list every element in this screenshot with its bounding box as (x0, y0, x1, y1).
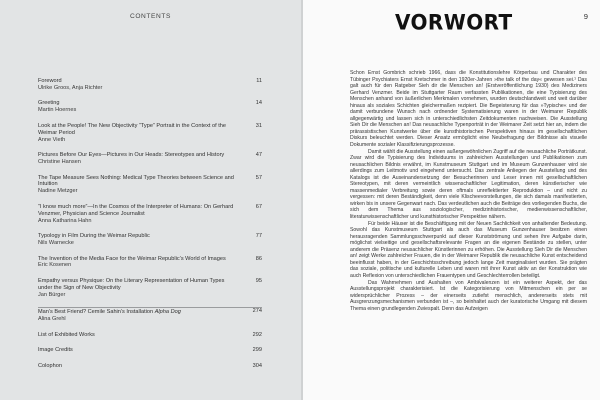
toc-entry (38, 278, 262, 299)
toc-entry (38, 233, 262, 247)
toc-entry (38, 307, 262, 323)
toc-entry (38, 100, 262, 114)
toc-entry-title: “I know much more”—In the Cosmos of the Interpreter of Humans: On Gerhard Venzmer, Physician and Science Journalist (38, 203, 234, 217)
toc-entry (38, 78, 262, 92)
toc-entry-page: 14 (255, 100, 262, 107)
toc-entry-page: 31 (255, 122, 262, 129)
toc-entry-title: Typology in Film During the Weimar Republic (38, 233, 150, 240)
page-number: 9 (583, 12, 588, 21)
toc-entry-title: Empathy versus Physique: On the Literary Representation of Human Types under the Sign of New Objectivity (38, 277, 225, 291)
toc-entry (38, 347, 262, 354)
toc-entry-page: 47 (255, 152, 262, 159)
toc-entry-title: Greeting (38, 100, 60, 107)
toc-entry (38, 152, 262, 166)
toc-entry-author: Anna Katharina Hahn (38, 217, 92, 224)
toc-entry-page: 304 (252, 362, 262, 369)
paragraph: Das Wahrnehmen und Aushalten von Ambivalenzen ist ein weiterer Aspekt, der das Ausstellungsprojekt charakterisiert. Ist die Kategorisierung von Mitmenschen ein per se widersprüchlicher Prozess – der einerseits zutiefst menschlich, andererseits stets mit Ausgrenzungsmechanismen verbunden ist –, so beinhaltet auch der kuratorische Umgang mit diesem Thema einen grundlegenden Zwiespalt. Denn das Aufzeigen (350, 279, 587, 312)
paragraph: Für beide Häuser ist die Beschäftigung mit der Neuen Sachlichkeit von anhaltender Bedeutung. Sowohl das Kunstmuseum Stuttgart als auch das Museum Gunzenhauser besitzen einen herausragenden Sammlungsschwerpunkt auf dieser Kunstströmung und sehen ihre Aufgabe darin, möglichst vielseitige und gesellschaftsrelevante Fragen an die eigenen Bestände zu stellen, unter anderem die Präsenz neusachlicher Künstlerinnen zu erhöhen. Die Ausstellung Sieh Dir die Menschen an! zeigt Werke zahlreicher Frauen, die in der Weimarer Republik die neusachliche Kunst entscheidend beeinflusst haben, in der Geschichtsschreibung jedoch lange Zeit marginalisiert wurden. Sie prägten das soziale, politische und kulturelle Leben und waren mit ihrer Kunst aktiv an der Konstruktion wie auch Reflexion von unterschiedlichen Frauentypen und Geschlechterrollen beteiligt. (350, 220, 587, 279)
toc-entry-page: 86 (255, 255, 262, 262)
paragraph: Schon Ernst Gombrich schrieb 1966, dass die Konstitutionslehre Körperbau und Charakter des Tübinger Psychiaters Ernst Kretschmer in den 1920er-Jahren »the talk of the day« gewesen sei.¹ Das galt auch für den Ratgeber Sieh dir die Menschen an! (Erstveröffentlichung 1930) des Mediziners Gerhard Venzmer. Beide im Stuttgarter Raum verfassten Publikationen, die eine Typisierung des Menschen anhand von äußerlichen Merkmalen vornehmen, wurden deutschlandweit und weit darüber hinaus als soziales Schichten gleichermaßen rezipiert. Die Begeisterung für das »Typische« und der damit verbundene Wunsch nach ordnender Systematisierung waren in der Weimarer Republik allgegenwärtig und lassen sich in unterschiedlichsten Zeitdokumenten nachweisen. Die Ausstellung Sieh Dir die Menschen an! Das neusachliche Typenporträt in der Weimarer Zeit setzt hier an, indem die prärassistischen Kunstwerke über die kunsthistorischen Perspektiven hinaus im gesellschaftlichen Diskurs beleuchtet werden. Dieser Ansatz ermöglicht eine Neubefragung der Bildnisse als visuelle Dokumente sozialer Klassifizierungsprozesse. (350, 70, 587, 149)
toc-entry-page: 292 (252, 331, 262, 338)
foreword-page (303, 0, 600, 400)
contents-heading: CONTENTS (129, 13, 172, 20)
toc-entry-page: 299 (252, 347, 262, 354)
table-of-contents (38, 78, 262, 378)
toc-entry-title: The Tape Measure Sees Nothing: Medical Type Theories between Science and Intuition (38, 174, 234, 188)
toc-entry (38, 363, 262, 370)
toc-entry-author: Nadine Metzger (38, 188, 78, 195)
toc-entry-author: Anne Vieth (38, 136, 66, 143)
paragraph: Damit wählt die Ausstellung einen außergewöhnlichen Zugriff auf die neusachliche Porträtkunst. Zwar wird die Typisierung des Individuums in zahlreichen Ausstellungen und Publikationen zum neusachlichen Bildnis erwähnt, im Kunstmuseum Stuttgart und im Museum Gunzenhauser wird sie allerdings zum Leitmotiv und eingehend untersucht. Das zentrale Anliegen der Ausstellung und des Katalogs ist die Auseinandersetzung der Besucherinnen und Leser innen mit gesellschaftlichen Stereotypen, mit deren vermeintlich wissenschaftlicher Legitimation, deren künstlerischer wie massenmedialer Verbreitung sowie deren oftmals unreflektierter Reproduktion – und nicht zu vergessen: mit deren Beständigkeit, denn viele Klischeevorstellungen, die sich damals manifestierten, wirken bis in unsere Gegenwart nach. Das verdeutlichen auch die Beiträge des vorliegenden Buchs, die sich dem Thema aus soziologischer, medizinhistorischer, medienwissenschaftlicher, literaturwissenschaftlicher und kunsthistorischer Perspektive nähern. (350, 148, 587, 221)
toc-entry-author: Jan Bürger (38, 291, 66, 298)
toc-entry-title (38, 309, 262, 316)
toc-entry (38, 256, 262, 270)
toc-entry-title: Image Credits (38, 347, 73, 354)
toc-entry-page: 67 (255, 203, 262, 210)
toc-entry (38, 204, 262, 225)
toc-entry (38, 123, 262, 144)
toc-entry-page: 95 (255, 277, 262, 284)
toc-entry-author: Christine Hansen (38, 159, 81, 166)
toc-entry-author: Martin Hoernes (38, 107, 77, 114)
toc-entry (38, 175, 262, 196)
toc-entry-page: 274 (252, 308, 262, 315)
toc-entry-title: Foreword (38, 78, 62, 84)
toc-entry-author: Nils Warnecke (38, 240, 74, 247)
body-text (350, 70, 587, 400)
toc-entry-title-italic: Alpha Dog (154, 309, 181, 316)
toc-entry-page: 11 (256, 78, 262, 84)
toc-entry-title: Pictures Before Our Eyes—Pictures in Our Heads: Stereotypes and History (38, 152, 225, 159)
toc-entry-title: Colophon (38, 362, 62, 369)
toc-entry-title-text: Man’s Best Friend? Cemile Sahin’s Installation (38, 309, 155, 316)
toc-entry-author: Ulrike Groos, Anja Richter (38, 84, 103, 91)
toc-entry-author: Eric Kosenen (38, 262, 72, 269)
toc-entry-title: List of Exhibited Works (38, 331, 95, 338)
toc-entry-page: 57 (255, 174, 262, 181)
toc-entry-title: Look at the People! The New Objectivity “Type” Portrait in the Context of the Weimar Period (38, 122, 227, 136)
toc-entry-title: The Invention of the Media Face for the Weimar Republic’s World of Images (38, 255, 226, 262)
toc-entry-page: 77 (255, 233, 262, 240)
toc-entry-author: Alina Grehl (38, 316, 66, 323)
toc-entry (38, 332, 262, 339)
page-title: VORWORT (395, 9, 513, 35)
